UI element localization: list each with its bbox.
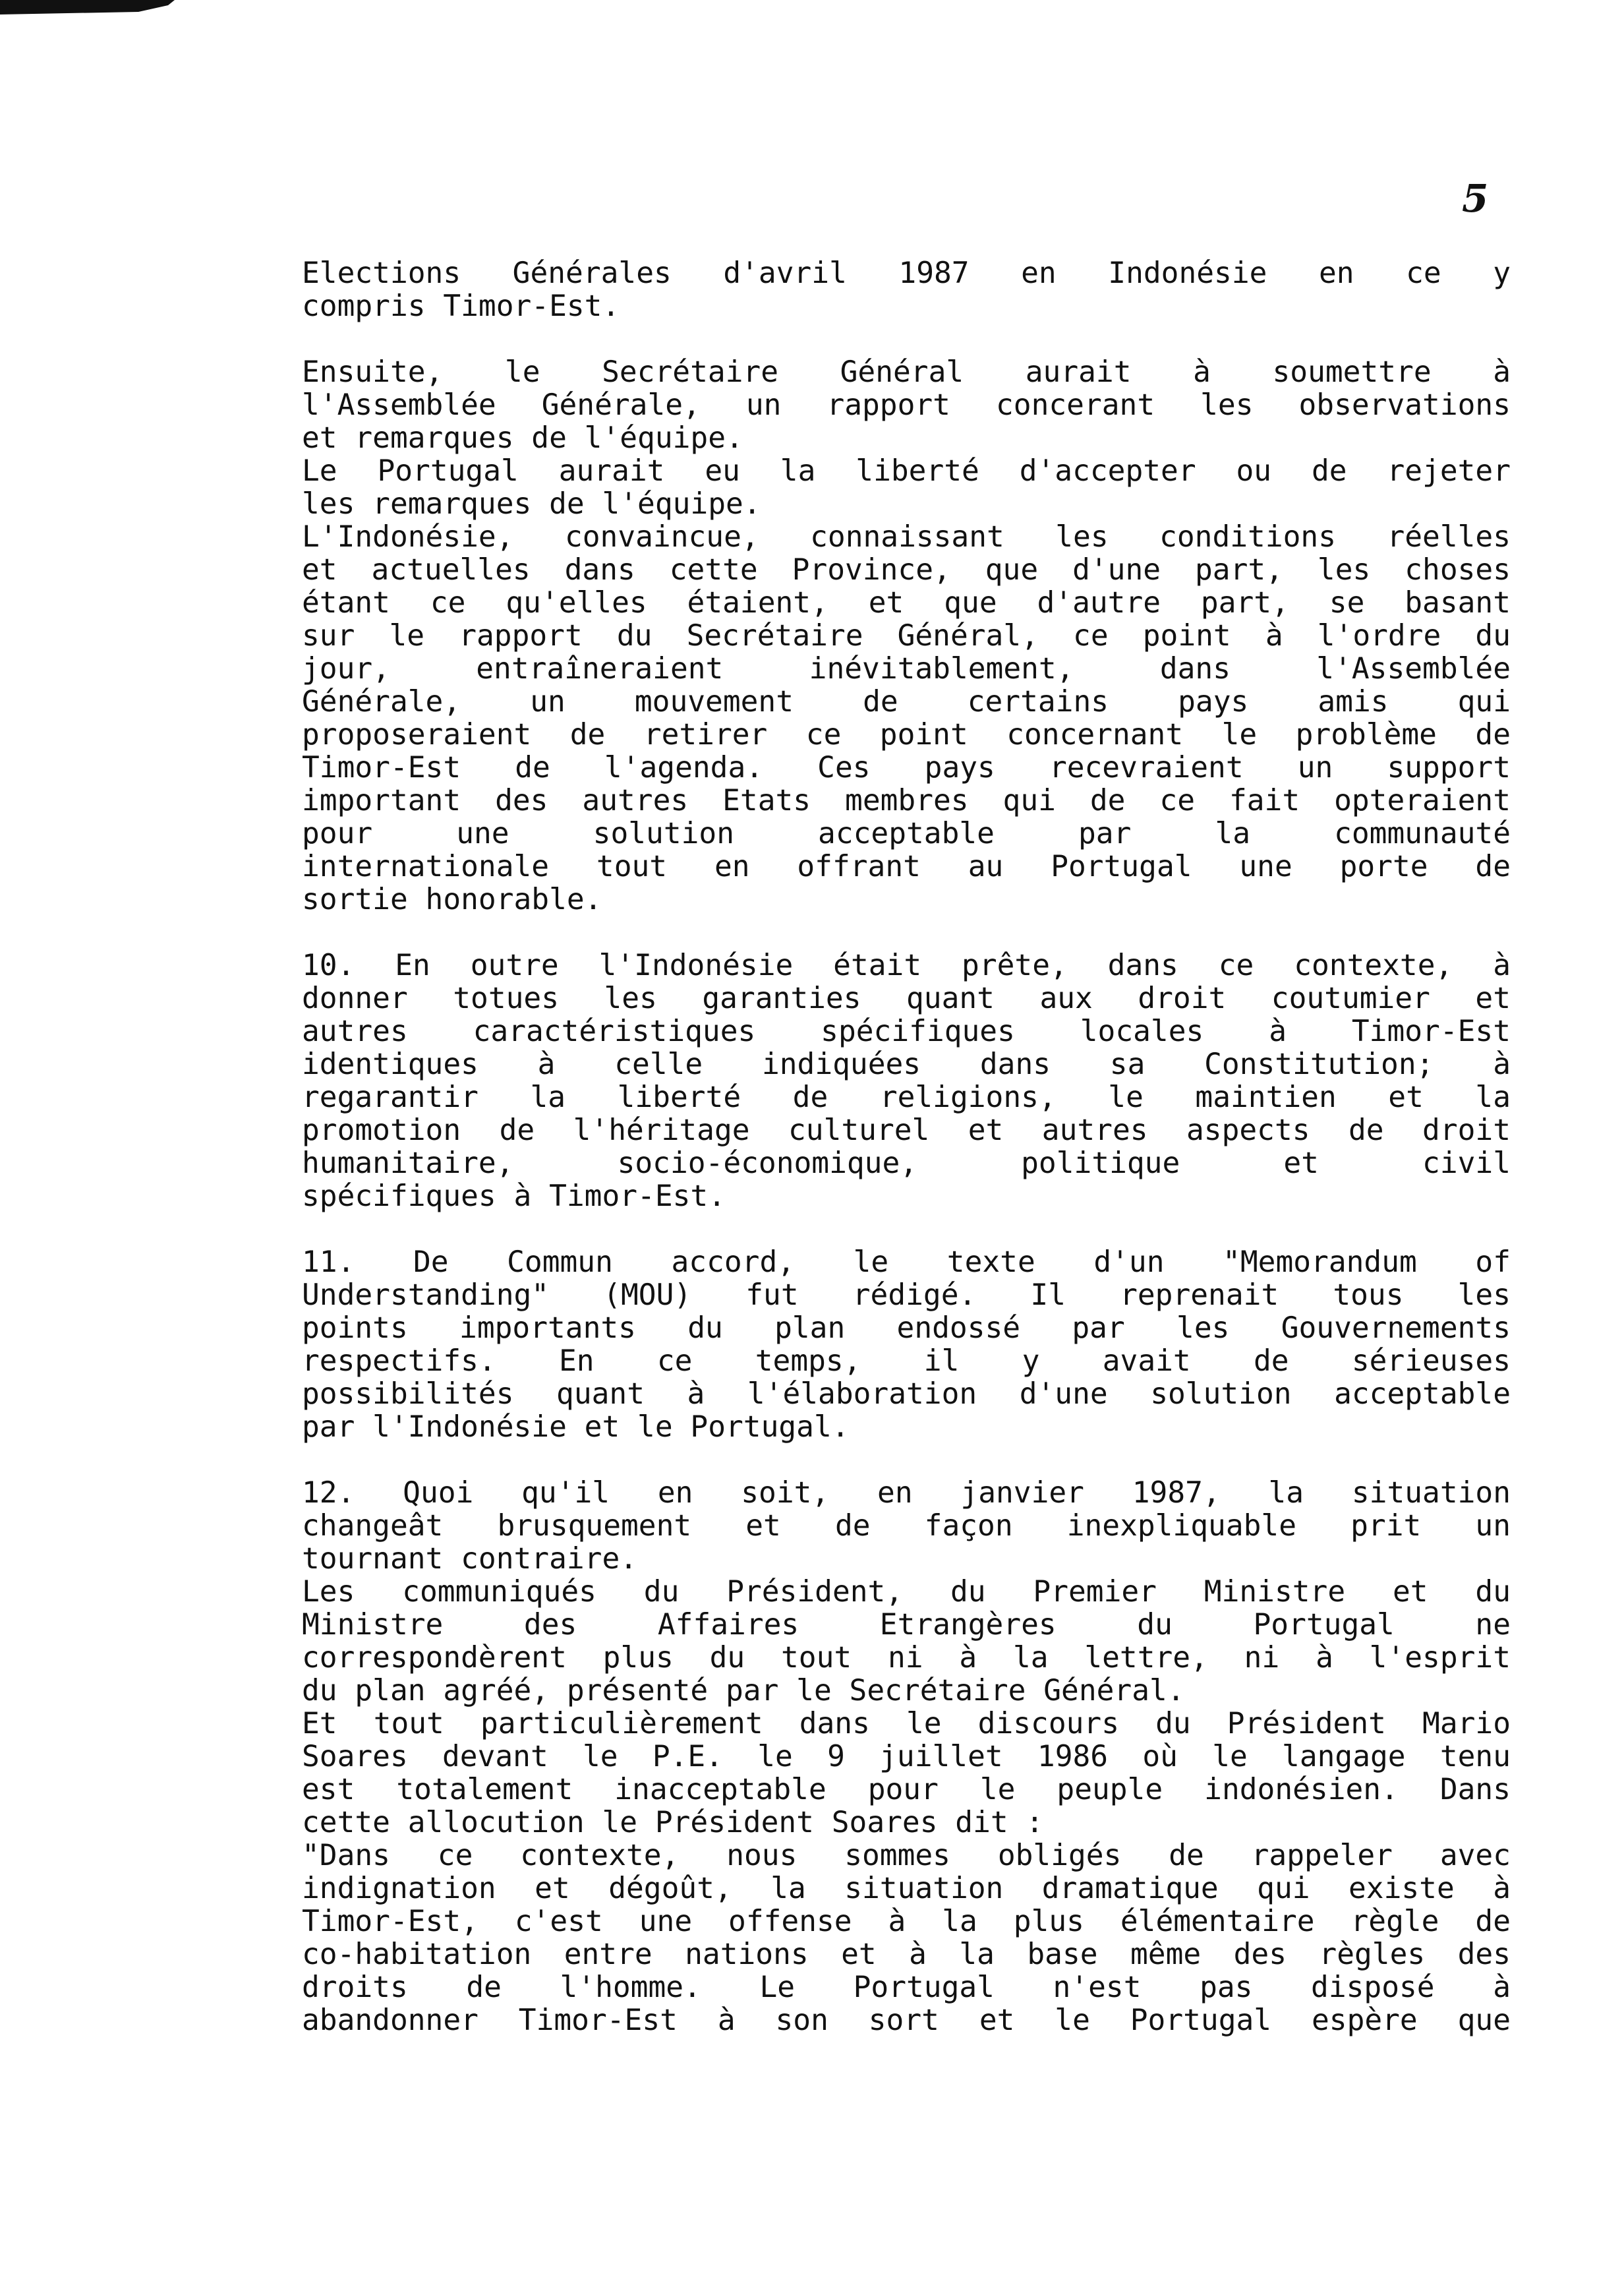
paragraph: [302, 1477, 1511, 2037]
text-line: L'Indonésie, convaincue, connaissant les conditions réelles: [302, 520, 1511, 554]
paragraph: [302, 356, 1511, 916]
paragraph-spacer: [302, 1444, 1511, 1477]
text-line: et remarques de l'équipe.: [302, 421, 743, 455]
text-line: du plan agréé, présenté par le Secrétaire Général.: [302, 1674, 1185, 1708]
text-line: indignation et dégoût, la situation dramatique qui existe à: [302, 1872, 1511, 1905]
text-line: Soares devant le P.E. le 9 juillet 1986 où le langage tenu: [302, 1740, 1511, 1773]
text-line: droits de l'homme. Le Portugal n'est pas disposé à: [302, 1971, 1511, 2004]
text-line: regarantir la liberté de religions, le maintien et la: [302, 1081, 1511, 1114]
text-line: sortie honorable.: [302, 883, 602, 916]
text-line: donner totues les garanties quant aux droit coutumier et: [302, 982, 1511, 1015]
text-line: l'Assemblée Générale, un rapport concerant les observations: [302, 388, 1511, 422]
paragraph: [302, 949, 1511, 1213]
text-line: Les communiqués du Président, du Premier Ministre et du: [302, 1575, 1511, 1609]
text-line: 10. En outre l'Indonésie était prête, dans ce contexte, à: [302, 949, 1511, 982]
text-line: sur le rapport du Secrétaire Général, ce point à l'ordre du: [302, 619, 1511, 653]
paragraph: [302, 1246, 1511, 1444]
text-line: Et tout particulièrement dans le discours du Président Mario: [302, 1707, 1511, 1740]
text-line: identiques à celle indiquées dans sa Constitution; à: [302, 1048, 1511, 1081]
text-line: cette allocution le Président Soares dit :: [302, 1806, 1044, 1839]
text-line: correspondèrent plus du tout ni à la lettre, ni à l'esprit: [302, 1641, 1511, 1675]
text-line: Timor-Est de l'agenda. Ces pays recevraient un support: [302, 751, 1511, 785]
text-line: humanitaire, socio-économique, politique et civil: [302, 1146, 1511, 1180]
text-line: Générale, un mouvement de certains pays amis qui: [302, 685, 1511, 719]
text-line: Elections Générales d'avril 1987 en Indonésie en ce y: [302, 256, 1511, 290]
text-line: étant ce qu'elles étaient, et que d'autre part, se basant: [302, 586, 1511, 620]
text-line: 12. Quoi qu'il en soit, en janvier 1987, la situation: [302, 1476, 1511, 1510]
paragraph-spacer: [302, 1213, 1511, 1246]
text-line: Le Portugal aurait eu la liberté d'accepter ou de rejeter: [302, 454, 1511, 488]
document-body: [302, 257, 1511, 2037]
paragraph-spacer: [302, 916, 1511, 949]
text-line: possibilités quant à l'élaboration d'une solution acceptable: [302, 1377, 1511, 1411]
text-line: changeât brusquement et de façon inexpliquable prit un: [302, 1509, 1511, 1543]
text-line: spécifiques à Timor-Est.: [302, 1179, 726, 1213]
text-line: points importants du plan endossé par les Gouvernements: [302, 1311, 1511, 1345]
text-line: jour, entraîneraient inévitablement, dans l'Assemblée: [302, 652, 1511, 686]
text-line: important des autres Etats membres qui de ce fait opteraient: [302, 784, 1511, 818]
text-line: Understanding" (MOU) fut rédigé. Il reprenait tous les: [302, 1278, 1511, 1312]
text-line: Ensuite, le Secrétaire Général aurait à soumettre à: [302, 355, 1511, 389]
text-line: proposeraient de retirer ce point concernant le problème de: [302, 718, 1511, 752]
text-line: les remarques de l'équipe.: [302, 487, 761, 521]
text-line: Timor-Est, c'est une offense à la plus élémentaire règle de: [302, 1905, 1511, 1938]
text-line: promotion de l'héritage culturel et autres aspects de droit: [302, 1114, 1511, 1147]
paragraph-spacer: [302, 323, 1511, 356]
text-line: par l'Indonésie et le Portugal.: [302, 1410, 850, 1444]
text-line: tournant contraire.: [302, 1542, 638, 1576]
text-line: compris Timor-Est.: [302, 289, 620, 323]
page-number: 5: [1462, 176, 1489, 221]
text-line: autres caractéristiques spécifiques locales à Timor-Est: [302, 1015, 1511, 1048]
text-line: 11. De Commun accord, le texte d'un "Memorandum of: [302, 1245, 1511, 1279]
text-line: internationale tout en offrant au Portugal une porte de: [302, 850, 1511, 883]
text-line: et actuelles dans cette Province, que d'une part, les choses: [302, 553, 1511, 587]
text-line: est totalement inacceptable pour le peuple indonésien. Dans: [302, 1773, 1511, 1806]
text-line: pour une solution acceptable par la communauté: [302, 817, 1511, 850]
paragraph: [302, 257, 1511, 323]
text-line: Ministre des Affaires Etrangères du Portugal ne: [302, 1608, 1511, 1642]
text-line: respectifs. En ce temps, il y avait de sérieuses: [302, 1344, 1511, 1378]
text-line: "Dans ce contexte, nous sommes obligés de rappeler avec: [302, 1839, 1511, 1872]
text-line: abandonner Timor-Est à son sort et le Portugal espère que: [302, 2004, 1511, 2037]
text-line: co-habitation entre nations et à la base même des règles des: [302, 1938, 1511, 1971]
scan-edge-mark: [0, 0, 175, 15]
